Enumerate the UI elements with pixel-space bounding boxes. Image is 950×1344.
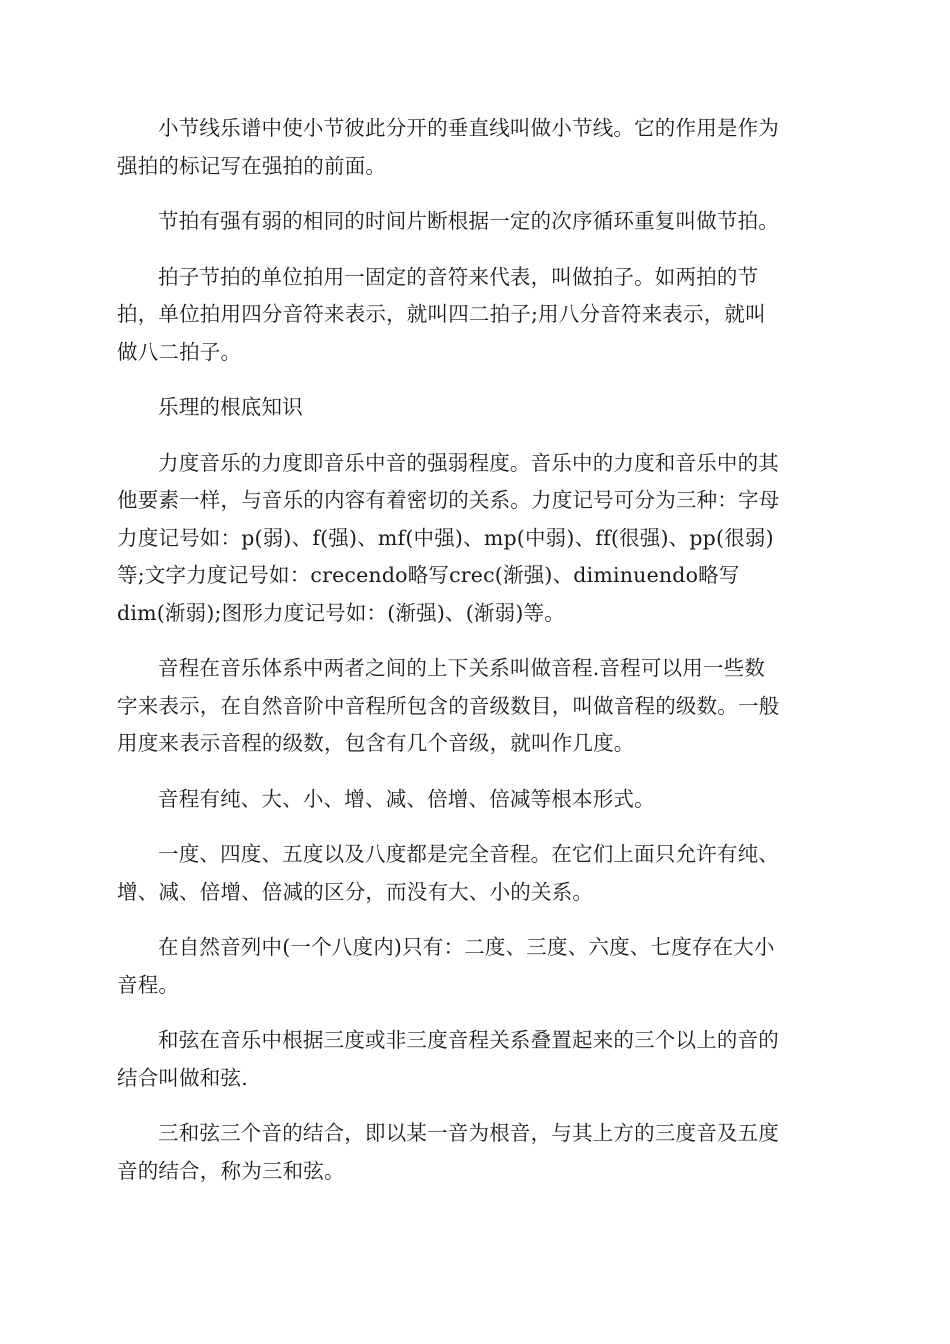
document-body [117,110,833,1208]
text-line: 节拍有强有弱的相同的时间片断根据一定的次序循环重复叫做节拍。 [158,209,779,233]
text-line: 三和弦三个音的结合，即以某一音为根音，与其上方的三度音及五度 [158,1121,779,1145]
text-line: 在自然音列中(一个八度内)只有：二度、三度、六度、七度存在大小 [158,935,775,959]
paragraph-triad [117,1115,833,1190]
text-line: 等;文字力度记号如：crecendo略写crec(渐强)、diminuendo略写 [117,563,740,587]
paragraph-meter [117,203,833,241]
text-line: 音程有纯、大、小、增、减、倍增、倍减等根本形式。 [158,786,655,811]
paragraph-chord [117,1022,833,1097]
text-line: 力度音乐的力度即音乐中音的强弱程度。音乐中的力度和音乐中的其 [158,450,779,475]
text-line: 强拍的标记写在强拍的前面。 [117,153,387,178]
text-line: 一度、四度、五度以及八度都是完全音程。在它们上面只允许有纯、 [158,842,779,866]
text-line: 拍，单位拍用四分音符来表示，就叫四二拍子;用八分音符来表示，就叫 [117,302,766,326]
paragraph-major-minor-intervals [117,929,833,1004]
paragraph-interval-forms [117,781,833,819]
text-line: 小节线乐谱中使小节彼此分开的垂直线叫做小节线。它的作用是作为 [158,116,779,140]
paragraph-beat [117,259,833,372]
text-line: 做八二拍子。 [117,339,242,364]
text-line: dim(渐弱);图形力度记号如：(渐强)、(渐弱)等。 [117,600,565,625]
text-line: 字来表示，在自然音阶中音程所包含的音级数目，叫做音程的级数。一般 [117,693,780,718]
text-line: 用度来表示音程的级数，包含有几个音级，就叫作几度。 [117,731,635,755]
text-line: 增、减、倍增、倍减的区分，而没有大、小的关系。 [117,879,594,904]
paragraph-interval [117,650,833,763]
text-line: 音程在音乐体系中两者之间的上下关系叫做音程.音程可以用一些数 [158,656,766,680]
text-line: 力度记号如：p(弱)、f(强)、mf(中强)、mp(中弱)、ff(很强)、pp(很弱) [117,525,774,550]
text-line: 拍子节拍的单位拍用一固定的音符来代表，叫做拍子。如两拍的节 [158,264,759,289]
paragraph-perfect-intervals [117,836,833,911]
text-line: 结合叫做和弦. [117,1065,248,1090]
text-line: 乐理的根底知识 [158,395,303,419]
section-heading [117,389,833,427]
text-line: 和弦在音乐中根据三度或非三度音程关系叠置起来的三个以上的音的 [158,1028,779,1052]
paragraph-bar-line [117,110,833,185]
paragraph-dynamics [117,445,833,633]
text-line: 他要素一样，与音乐的内容有着密切的关系。力度记号可分为三种：字母 [117,488,780,512]
text-line: 音的结合，称为三和弦。 [117,1158,345,1183]
text-line: 音程。 [117,972,180,997]
